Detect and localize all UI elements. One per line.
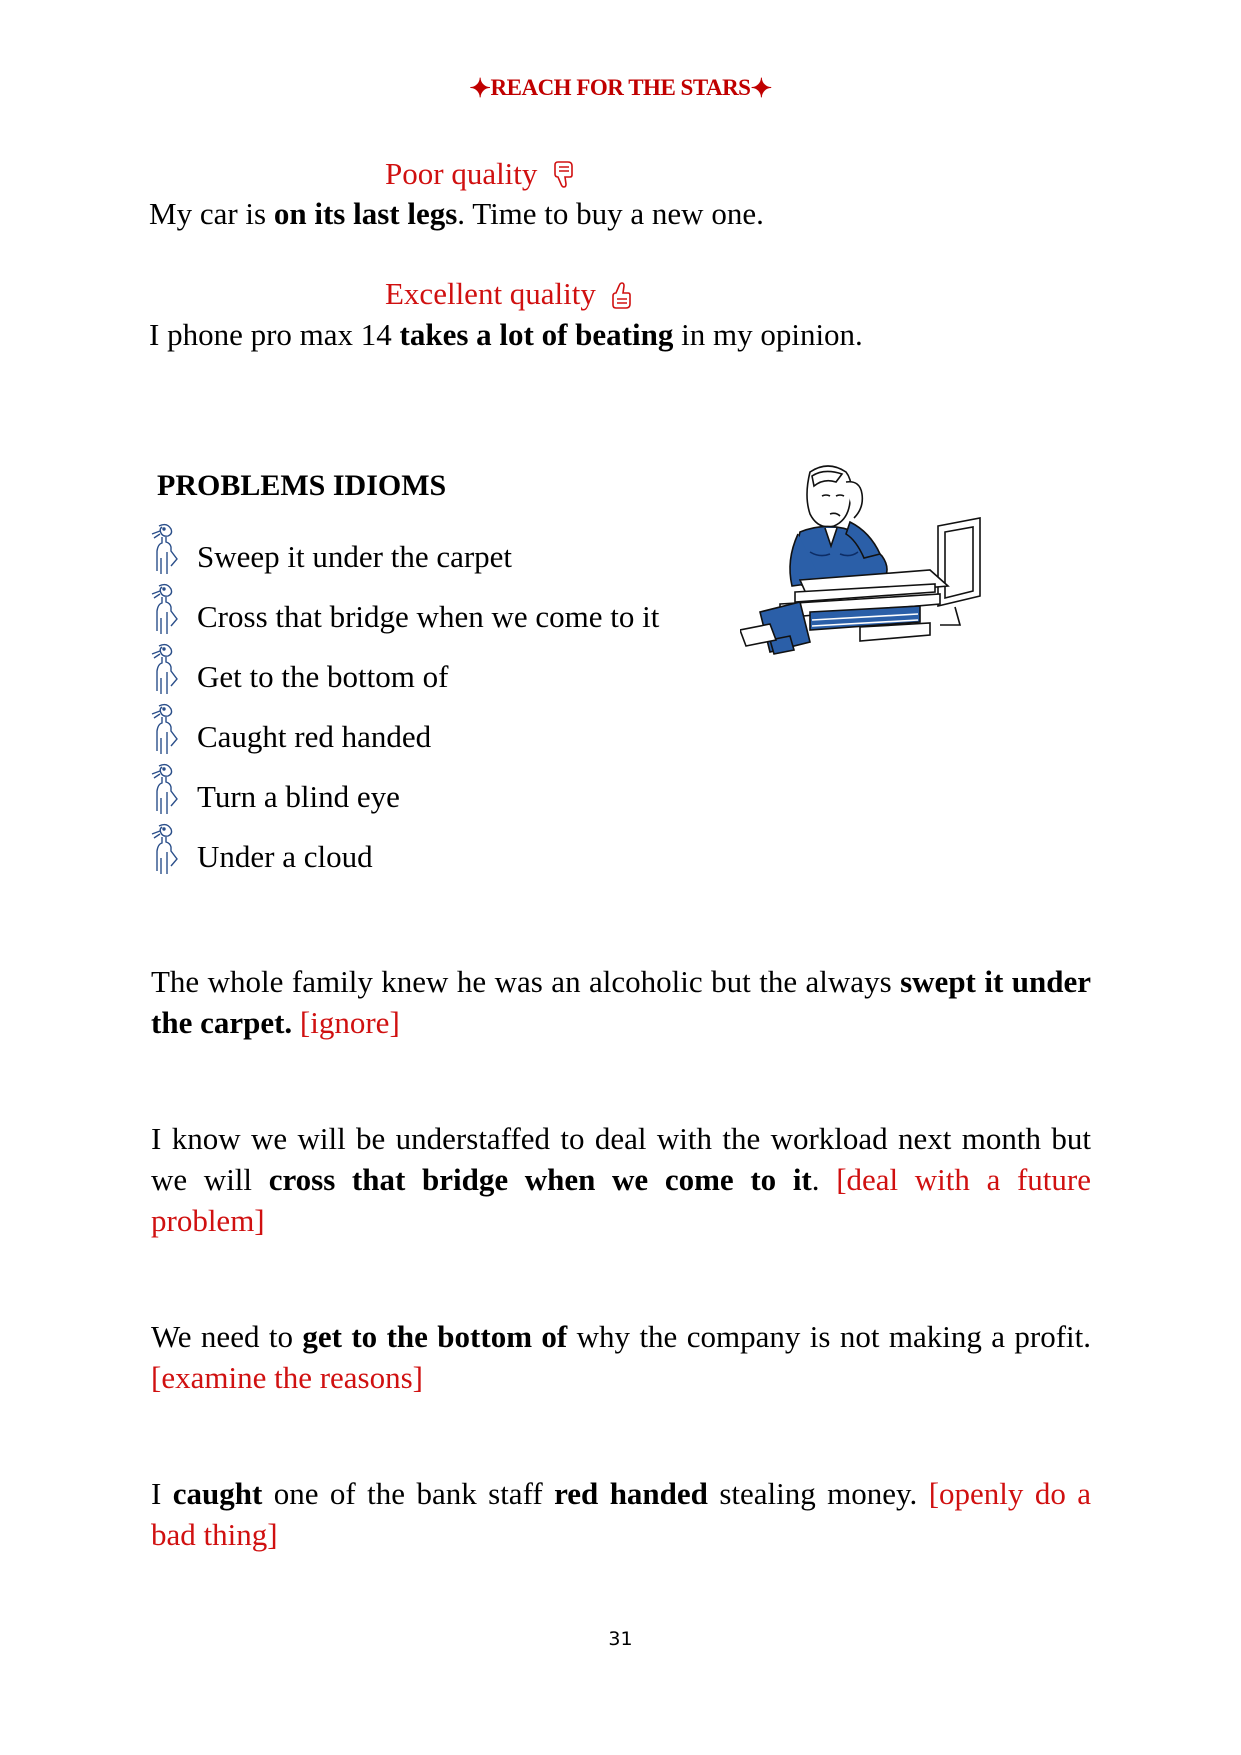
header-title: REACH FOR THE STARS: [490, 75, 751, 100]
poor-quality-sentence: [149, 196, 764, 232]
pointing-hand-icon: [149, 822, 193, 878]
poor-quality-label: [385, 156, 577, 194]
idiom-meaning: [ignore]: [299, 1005, 400, 1040]
idiom-text: Get to the bottom of: [197, 659, 449, 694]
poor-quality-text: Poor quality: [385, 156, 538, 191]
example-paragraph: [151, 1473, 1091, 1555]
star-icon: ✦: [750, 74, 772, 103]
idiom-highlight: caught: [172, 1476, 263, 1511]
sentence-part: stealing money.: [707, 1476, 929, 1511]
example-paragraph: [151, 961, 1091, 1043]
sentence-part: [292, 1005, 300, 1040]
sentence-part: one of the bank staff: [262, 1476, 555, 1511]
sentence-part: in my opinion.: [673, 317, 863, 352]
sentence-part: I: [151, 1476, 173, 1511]
pointing-hand-icon: [149, 642, 193, 698]
thumbs-up-icon: [604, 280, 636, 305]
sentence-part: I phone pro max 14: [149, 317, 400, 352]
idiom-highlight: get to the bottom of: [302, 1319, 568, 1354]
idiom-highlight: red handed: [554, 1476, 708, 1511]
excellent-quality-text: Excellent quality: [385, 276, 596, 311]
section-heading: PROBLEMS IDIOMS: [157, 469, 447, 502]
idiom-text: Under a cloud: [197, 839, 373, 874]
list-item: [149, 822, 373, 878]
idiom-highlight: on its last legs: [273, 196, 458, 231]
idiom-highlight: swept it under the carpet.: [151, 964, 1092, 1040]
sentence-part: My car is: [149, 196, 274, 231]
list-item: [149, 762, 400, 818]
idiom-text: Turn a blind eye: [197, 779, 400, 814]
pointing-hand-icon: [149, 762, 193, 818]
pointing-hand-icon: [149, 702, 193, 758]
idiom-meaning: [deal with a future problem]: [151, 1162, 1092, 1238]
idiom-highlight: takes a lot of beating: [399, 317, 674, 352]
list-item: [149, 582, 659, 638]
sentence-part: I know we will be understaffed to deal with the workload next month but we will: [151, 1121, 1091, 1197]
page-header: [0, 72, 1241, 102]
idiom-meaning: [examine the reasons]: [151, 1360, 423, 1395]
list-item: [149, 702, 431, 758]
sentence-part: .: [811, 1162, 837, 1197]
thumbs-down-icon: [545, 160, 577, 185]
list-item: [149, 522, 512, 578]
idiom-text: Caught red handed: [197, 719, 432, 754]
pointing-hand-icon: [149, 522, 193, 578]
idiom-text: Sweep it under the carpet: [197, 539, 513, 574]
sentence-part: why the company is not making a profit.: [567, 1319, 1092, 1354]
sentence-part: We need to: [151, 1319, 303, 1354]
idiom-highlight: cross that bridge when we come to it: [268, 1162, 812, 1197]
star-icon: ✦: [469, 74, 491, 103]
stressed-worker-illustration: [740, 462, 990, 657]
excellent-quality-label: [385, 276, 635, 314]
idiom-text: Cross that bridge when we come to it: [197, 599, 660, 634]
example-paragraph: [151, 1316, 1091, 1398]
sentence-part: . Time to buy a new one.: [457, 196, 764, 231]
sentence-part: The whole family knew he was an alcoholic but the always: [151, 964, 901, 999]
page-number: 31: [608, 1628, 633, 1650]
example-paragraph: [151, 1118, 1091, 1241]
idiom-meaning: [openly do a bad thing]: [151, 1476, 1091, 1552]
pointing-hand-icon: [149, 582, 193, 638]
list-item: [149, 642, 448, 698]
excellent-quality-sentence: [149, 317, 863, 353]
